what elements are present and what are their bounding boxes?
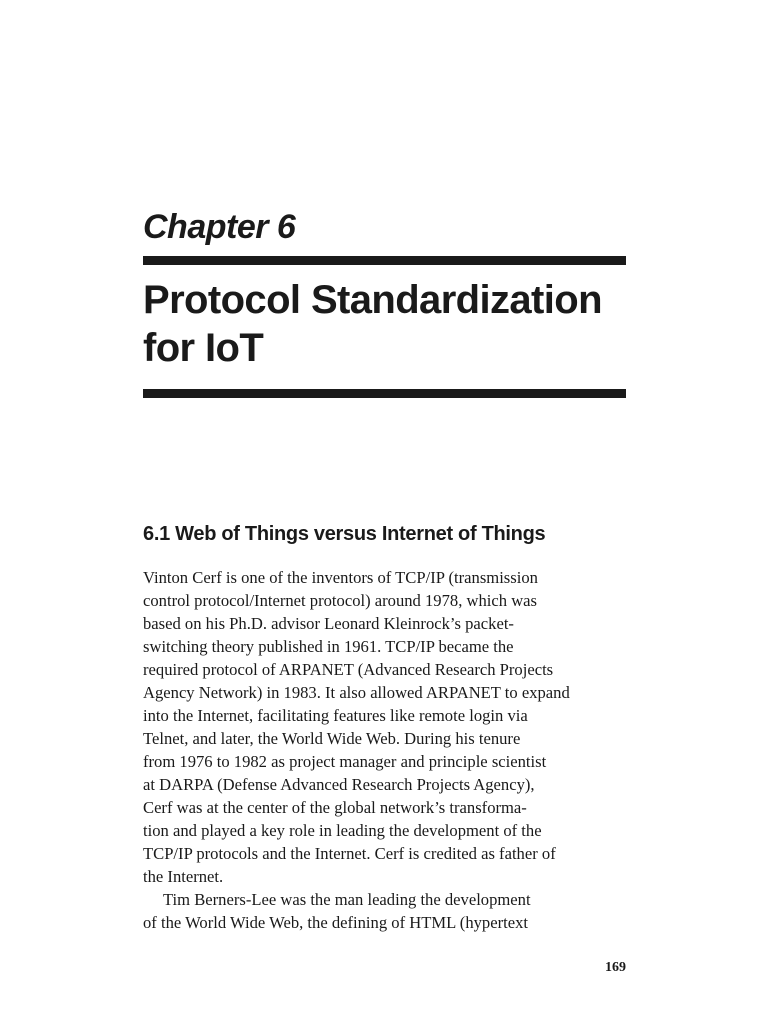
body-line: into the Internet, facilitating features like remote login via bbox=[143, 706, 528, 725]
chapter-title-line: for IoT bbox=[143, 326, 264, 370]
body-line: Vinton Cerf is one of the inventors of TCP/IP (transmission bbox=[143, 568, 538, 587]
body-line: control protocol/Internet protocol) around 1978, which was bbox=[143, 591, 537, 610]
body-line: the Internet. bbox=[143, 867, 224, 886]
page-number: 169 bbox=[605, 960, 626, 975]
body-line: TCP/IP protocols and the Internet. Cerf is credited as father of bbox=[143, 844, 556, 863]
body-line: of the World Wide Web, the defining of HTML (hypertext bbox=[143, 913, 528, 932]
chapter-rule-bottom bbox=[143, 389, 626, 398]
body-line: tion and played a key role in leading the development of the bbox=[143, 821, 542, 840]
body-line: based on his Ph.D. advisor Leonard Kleinrock’s packet- bbox=[143, 614, 514, 633]
body-line: at DARPA (Defense Advanced Research Projects Agency), bbox=[143, 775, 535, 794]
body-line: Telnet, and later, the World Wide Web. During his tenure bbox=[143, 729, 521, 748]
body-line: Cerf was at the center of the global network’s transforma- bbox=[143, 798, 527, 817]
chapter-label: Chapter 6 bbox=[143, 208, 296, 246]
chapter-title-line: Protocol Standardization bbox=[143, 278, 602, 322]
chapter-rule-top bbox=[143, 256, 626, 265]
body-line-paragraph-start: Tim Berners-Lee was the man leading the development bbox=[163, 890, 531, 909]
body-line: Agency Network) in 1983. It also allowed ARPANET to expand bbox=[143, 683, 570, 702]
body-line: from 1976 to 1982 as project manager and principle scientist bbox=[143, 752, 547, 771]
body-line: switching theory published in 1961. TCP/IP became the bbox=[143, 637, 514, 656]
section-heading: 6.1 Web of Things versus Internet of Things bbox=[143, 523, 546, 545]
body-text bbox=[143, 566, 643, 934]
body-line: required protocol of ARPANET (Advanced Research Projects bbox=[143, 660, 554, 679]
chapter-title bbox=[143, 276, 643, 372]
